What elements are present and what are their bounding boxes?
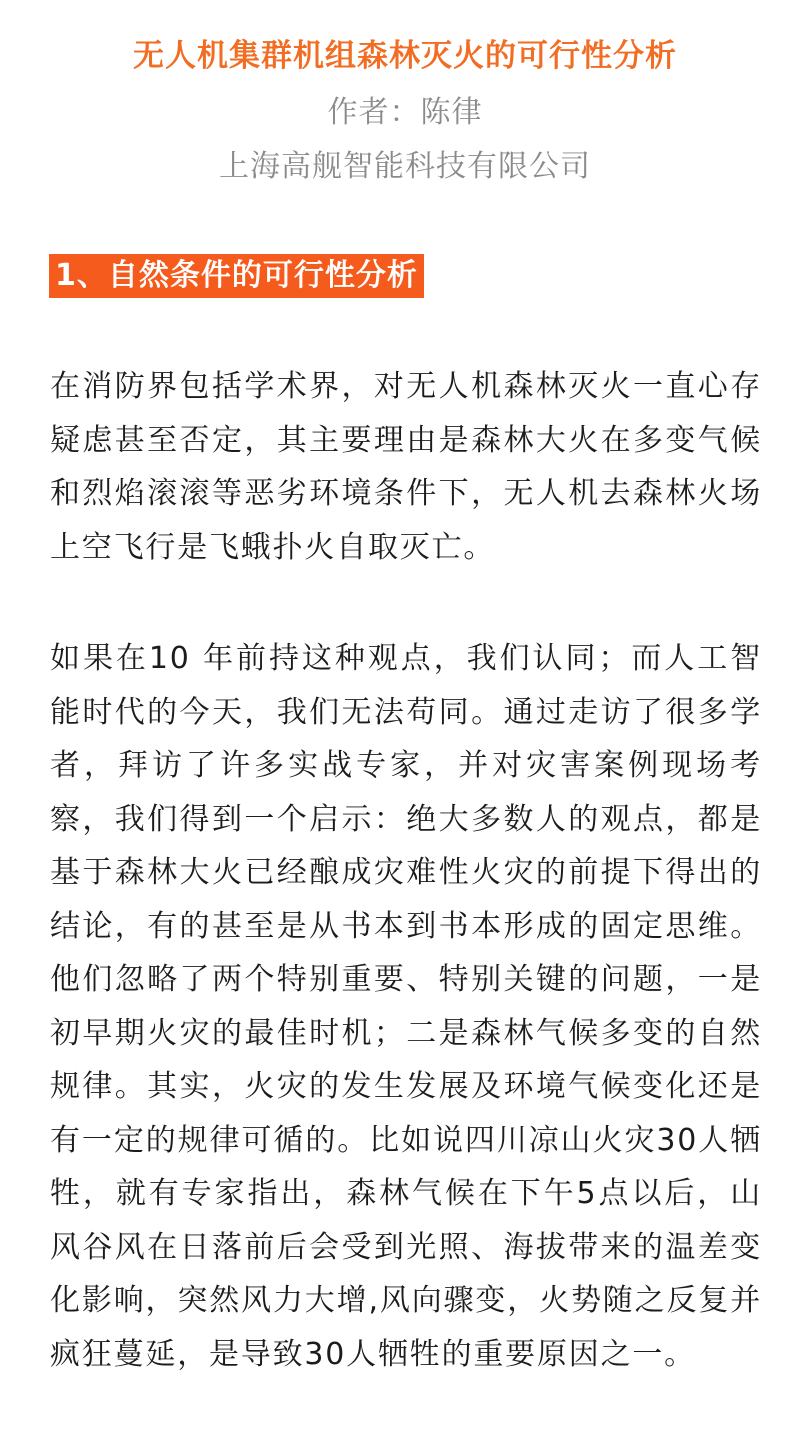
article-title: 无人机集群机组森林灭火的可行性分析 <box>133 38 677 74</box>
article-company: 上海高舰智能科技有限公司 <box>219 149 591 184</box>
body-paragraph: 如果在10 年前持这种观点，我们认同；而人工智能时代的今天，我们无法苟同。通过走访了很多学者，拜访了许多实战专家，并对灾害案例现场考察，我们得到一个启示：绝大多数人的观点，都是基于森林大火已经酿成灾难性火灾的前提下得出的结论，有的甚至是从书本到书本形成的固定思维。他们忽略了两个特别重要、特别关键的问题，一是初早期火灾的最佳时机；二是森林气候多变的自然规律。其实，火灾的发生发展及环境气候变化还是有一定的规律可循的。比如说四川凉山火灾30人牺牲，就有专家指出，森林气候在下午5点以后，山风谷风在日落前后会受到光照、海拔带来的温差变化影响，突然风力大增,风向骤变，火势随之反复并疯狂蔓延，是导致30人牺牲的重要原因之一。 <box>50 641 762 1372</box>
article-author: 作者：陈律 <box>327 95 483 130</box>
section-heading: 1、自然条件的可行性分析 <box>49 254 424 298</box>
body-paragraph: 在消防界包括学术界，对无人机森林灭火一直心存疑虑甚至否定，其主要理由是森林大火在多变气候和烈焰滚滚等恶劣环境条件下，无人机去森林火场上空飞行是飞蛾扑火自取灭亡。 <box>50 369 762 565</box>
